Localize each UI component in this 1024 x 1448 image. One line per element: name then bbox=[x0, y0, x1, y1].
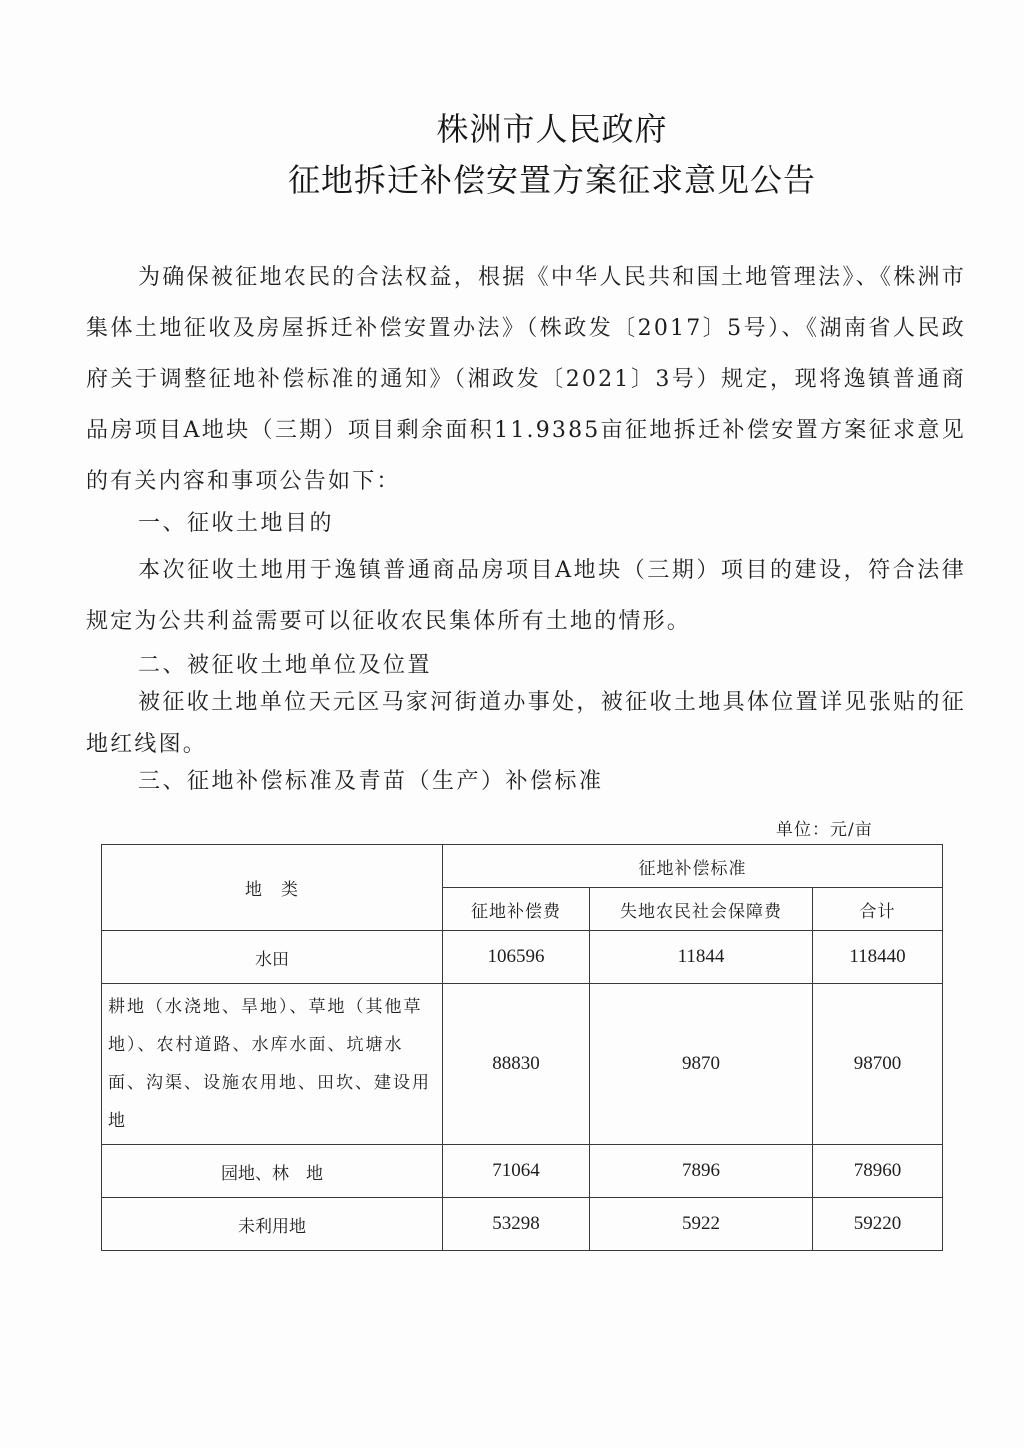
unit-label: 单位：元/亩 bbox=[776, 820, 873, 840]
compensation-table bbox=[101, 844, 943, 1251]
cell-total: 59220 bbox=[813, 1198, 943, 1251]
cell-social-security: 5922 bbox=[590, 1198, 813, 1251]
cell-total: 78960 bbox=[813, 1145, 943, 1198]
section-body-2: 被征收土地单位天元区马家河街道办事处，被征收土地具体位置详见张贴的征地红线图。 bbox=[86, 690, 966, 757]
header-compensation: 征地补偿费 bbox=[443, 888, 590, 931]
cell-total: 118440 bbox=[813, 931, 943, 984]
section-body-1: 本次征收土地用于逸镇普通商品房项目A地块（三期）项目的建设，符合法律规定为公共利益需要可以征收农民集体所有土地的情形。 bbox=[86, 558, 966, 634]
header-total: 合计 bbox=[813, 888, 943, 931]
header-group: 征地补偿标准 bbox=[443, 845, 943, 888]
section-heading-1: 一、征收土地目的 bbox=[138, 511, 335, 536]
document-title-line1: 株洲市人民政府 bbox=[436, 110, 668, 148]
header-social-security: 失地农民社会保障费 bbox=[590, 888, 813, 931]
table-row bbox=[102, 1145, 943, 1198]
table-row bbox=[102, 931, 943, 984]
cell-total: 98700 bbox=[813, 984, 943, 1145]
cell-compensation: 71064 bbox=[443, 1145, 590, 1198]
cell-land-type: 园地、林 地 bbox=[102, 1145, 443, 1198]
cell-compensation: 106596 bbox=[443, 931, 590, 984]
intro-paragraph: 为确保被征地农民的合法权益，根据《中华人民共和国土地管理法》、《株洲市集体土地征收及房屋拆迁补偿安置办法》（株政发〔2017〕5号）、《湖南省人民政府关于调整征地补偿标准的通知》（湘政发〔2021〕3号）规定，现将逸镇普通商品房项目A地块（三期）项目剩余面积11.9385亩征地拆迁补偿安置方案征求意见的有关内容和事项公告如下： bbox=[86, 265, 966, 494]
cell-social-security: 11844 bbox=[590, 931, 813, 984]
section-heading-2: 二、被征收土地单位及位置 bbox=[138, 653, 433, 678]
cell-compensation: 53298 bbox=[443, 1198, 590, 1251]
table-row bbox=[102, 984, 943, 1145]
cell-social-security: 7896 bbox=[590, 1145, 813, 1198]
table-row bbox=[102, 1198, 943, 1251]
header-land-type: 地 类 bbox=[102, 845, 443, 931]
cell-compensation: 88830 bbox=[443, 984, 590, 1145]
cell-land-type: 耕地（水浇地、旱地）、草地（其他草地）、农村道路、水库水面、坑塘水面、沟渠、设施农用地、田坎、建设用地 bbox=[102, 984, 443, 1145]
cell-land-type: 水田 bbox=[102, 931, 443, 984]
document-title-line2: 征地拆迁补偿安置方案征求意见公告 bbox=[287, 161, 816, 199]
cell-land-type: 未利用地 bbox=[102, 1198, 443, 1251]
cell-social-security: 9870 bbox=[590, 984, 813, 1145]
section-heading-3: 三、征地补偿标准及青苗（生产）补偿标准 bbox=[138, 769, 604, 794]
table-header-row bbox=[102, 845, 943, 888]
